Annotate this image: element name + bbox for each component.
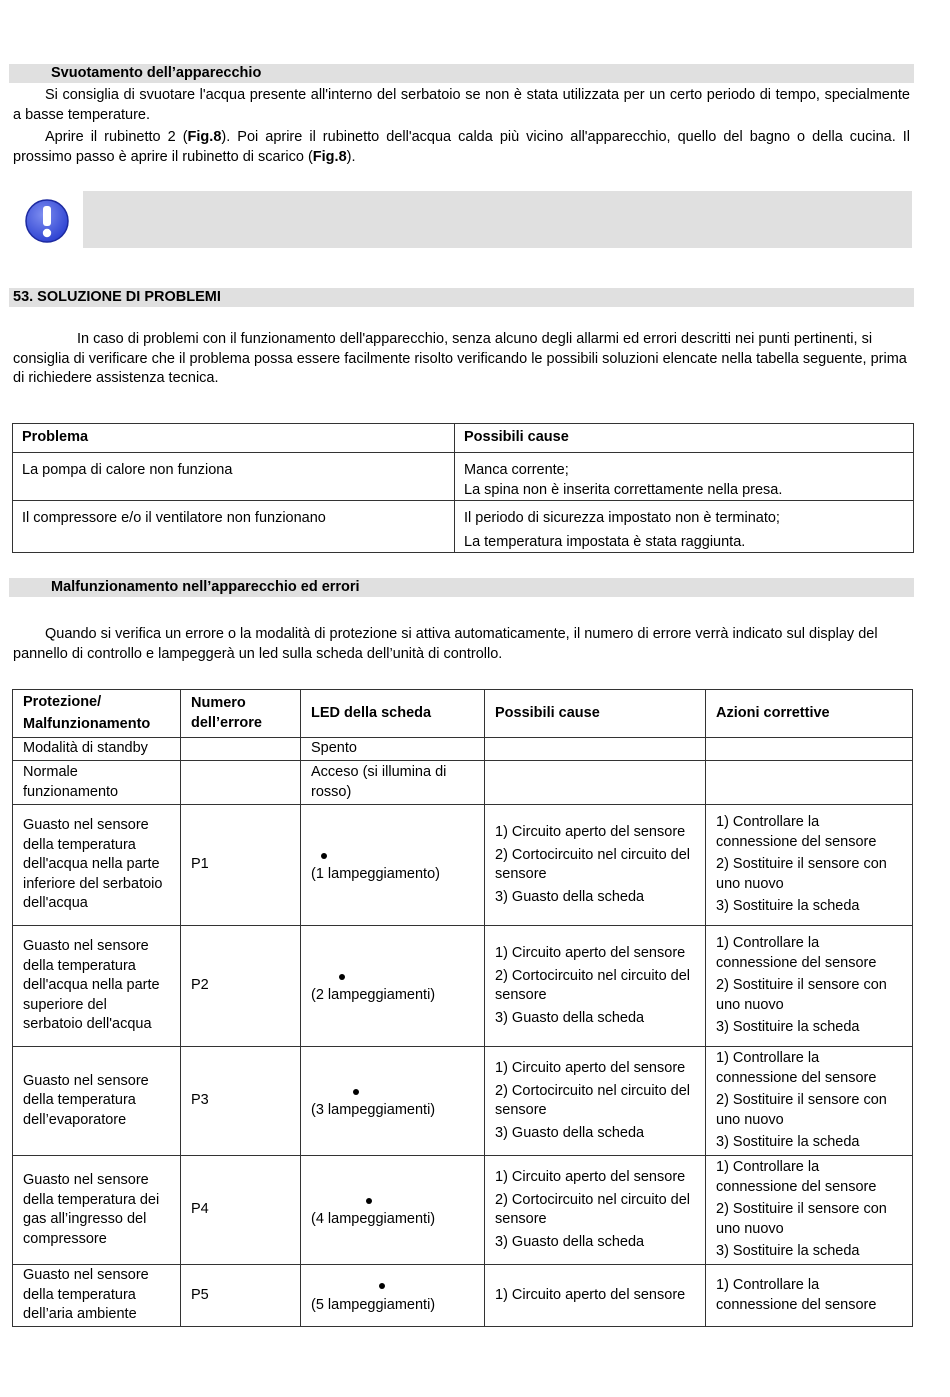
cause-item: 1) Circuito aperto del sensore <box>495 1169 686 1185</box>
fault-name-cell: Guasto nel sensore della temperatura dell’evaporatore <box>13 1047 181 1156</box>
cause-cell <box>485 738 706 761</box>
error-table <box>12 689 913 1327</box>
section-heading-drain: Svuotamento dell’apparecchio <box>9 64 914 83</box>
led-text: (3 lampeggiamenti) <box>311 1102 436 1118</box>
cause-cell <box>455 453 914 501</box>
led-indicator-dot <box>366 1198 372 1204</box>
cause-item: 2) Cortocircuito nel circuito del sensore <box>495 846 691 882</box>
troubleshoot-intro: In caso di problemi con il funzionamento dell'apparecchio, senza alcuno degli allarmi ed errori descritti nei punti pertinenti, si consiglia di verificare che il problema possa essere facilmente risolto verificando le possibili soluzioni elencate nella tabella seguente, prima di richiedere assistenza tecnica. <box>13 331 907 386</box>
cause-line: La temperatura impostata è stata raggiunta. <box>464 533 746 550</box>
table-row <box>13 805 913 926</box>
text-span: Aprire il rubinetto 2 ( <box>45 129 188 145</box>
column-header <box>13 690 181 738</box>
led-dot <box>311 1276 474 1296</box>
section-heading-troubleshoot: 53. SOLUZIONE DI PROBLEMI <box>9 288 914 307</box>
action-item: 1) Controllare la connessione del sensore <box>716 1277 877 1313</box>
column-header: Azioni correttive <box>706 690 913 738</box>
table-header-row <box>13 690 913 738</box>
led-cell <box>301 1047 485 1156</box>
table-row <box>13 738 913 761</box>
cause-item: 3) Guasto della scheda <box>495 1124 645 1141</box>
mode-cell: Normale funzionamento <box>13 761 181 805</box>
code-cell: P4 <box>181 1156 301 1265</box>
led-dot <box>311 846 474 866</box>
action-item: 3) Sostituire la scheda <box>716 1134 860 1151</box>
action-item: 1) Controllare la connessione del sensore <box>716 814 877 850</box>
action-cell <box>706 1156 913 1265</box>
table-row <box>13 1265 913 1327</box>
led-dot <box>311 967 474 987</box>
fault-name-cell: Guasto nel sensore della temperatura dell'acqua nella parte inferiore del serbatoio dell'acqua <box>13 805 181 926</box>
action-item: 1) Controllare la connessione del sensore <box>716 1159 877 1195</box>
led-indicator-dot <box>339 974 345 980</box>
column-header: Possibili cause <box>455 424 914 453</box>
code-cell: P1 <box>181 805 301 926</box>
led-cell <box>301 805 485 926</box>
action-item: 2) Sostituire il sensore con uno nuovo <box>716 1092 887 1128</box>
table-row <box>13 453 914 501</box>
action-cell <box>706 805 913 926</box>
action-cell <box>706 1265 913 1327</box>
cause-cell <box>485 1156 706 1265</box>
action-item: 2) Sostituire il sensore con uno nuovo <box>716 1201 887 1237</box>
cause-item: 2) Cortocircuito nel circuito del sensore <box>495 1082 691 1118</box>
action-cell <box>706 738 913 761</box>
column-header <box>181 690 301 738</box>
cause-item: 1) Circuito aperto del sensore <box>495 945 686 961</box>
code-cell: P3 <box>181 1047 301 1156</box>
column-header: Problema <box>13 424 455 453</box>
cause-cell <box>485 761 706 805</box>
troubleshoot-table <box>12 423 914 553</box>
text-span: ). <box>346 148 356 165</box>
led-text: (2 lampeggiamenti) <box>311 987 436 1003</box>
errors-intro: Quando si verifica un errore o la modalità di protezione si attiva automaticamente, il numero di errore verrà indicato sul display del pannello di controllo e lampeggerà un led sulla scheda dell’unità di controllo. <box>13 626 878 662</box>
action-item: 2) Sostituire il sensore con uno nuovo <box>716 977 887 1013</box>
cause-line: Il periodo di sicurezza impostato non è terminato; <box>464 510 780 526</box>
cause-item: 3) Guasto della scheda <box>495 1009 645 1026</box>
header-line: dell’errore <box>191 714 262 731</box>
problem-cell: Il compressore e/o il ventilatore non funzionano <box>13 501 455 553</box>
table-header-row <box>13 424 914 453</box>
cause-cell <box>485 1047 706 1156</box>
action-item: 1) Controllare la connessione del sensore <box>716 935 877 971</box>
fault-name-cell: Guasto nel sensore della temperatura dell’aria ambiente <box>13 1265 181 1327</box>
code-cell: P2 <box>181 926 301 1047</box>
cause-cell <box>485 805 706 926</box>
action-item: 2) Sostituire il sensore con uno nuovo <box>716 856 887 892</box>
cause-line: Manca corrente; <box>464 462 569 478</box>
cause-item: 3) Guasto della scheda <box>495 888 645 905</box>
led-cell <box>301 1265 485 1327</box>
table-row <box>13 501 914 553</box>
led-cell: Spento <box>301 738 485 761</box>
table-row <box>13 1047 913 1156</box>
header-line: Protezione/ <box>23 693 102 710</box>
led-dot <box>311 1082 474 1102</box>
cause-item: 2) Cortocircuito nel circuito del sensore <box>495 967 691 1003</box>
cause-cell <box>485 1265 706 1327</box>
cause-item: 2) Cortocircuito nel circuito del sensore <box>495 1191 691 1227</box>
action-item: 3) Sostituire la scheda <box>716 898 860 915</box>
table-row <box>13 1156 913 1265</box>
drain-paragraph-2 <box>13 128 910 167</box>
cause-line: La spina non è inserita correttamente nella presa. <box>464 481 783 498</box>
figure-ref: Fig.8 <box>187 129 222 145</box>
action-cell <box>706 926 913 1047</box>
notice-box <box>83 191 912 248</box>
action-item: 1) Controllare la connessione del sensore <box>716 1050 877 1086</box>
problem-cell: La pompa di calore non funziona <box>13 453 455 501</box>
cause-cell <box>455 501 914 553</box>
drain-paragraph-1: Si consiglia di svuotare l'acqua presente all'interno del serbatoio se non è stata utilizzata per un certo periodo di tempo, specialmente a basse temperature. <box>13 87 910 123</box>
header-line: Numero <box>191 695 246 711</box>
header-line: Malfunzionamento <box>23 716 151 732</box>
table-row <box>13 761 913 805</box>
mode-cell: Modalità di standby <box>13 738 181 761</box>
led-indicator-dot <box>321 853 327 859</box>
column-header: Possibili cause <box>485 690 706 738</box>
led-text: (4 lampeggiamenti) <box>311 1211 436 1227</box>
code-cell <box>181 761 301 805</box>
led-indicator-dot <box>379 1283 385 1289</box>
fault-name-cell: Guasto nel sensore della temperatura dei gas all’ingresso del compressore <box>13 1156 181 1265</box>
led-text: (5 lampeggiamenti) <box>311 1296 436 1313</box>
led-cell <box>301 1156 485 1265</box>
led-dot <box>311 1191 474 1211</box>
cause-cell <box>485 926 706 1047</box>
action-cell <box>706 1047 913 1156</box>
led-cell <box>301 926 485 1047</box>
section-heading-errors: Malfunzionamento nell’apparecchio ed errori <box>9 578 914 597</box>
code-cell: P5 <box>181 1265 301 1327</box>
action-item: 3) Sostituire la scheda <box>716 1243 860 1260</box>
cause-item: 1) Circuito aperto del sensore <box>495 824 686 840</box>
text-span: ). Poi aprire il rubinetto dell'acqua calda più vicino all'apparecchio, quello del bagno o della cucina. Il prossimo passo è aprire il rubinetto di scarico ( <box>13 129 911 165</box>
action-item: 3) Sostituire la scheda <box>716 1019 860 1036</box>
fault-name-cell: Guasto nel sensore della temperatura dell'acqua nella parte superiore del serbatoio dell'acqua <box>13 926 181 1047</box>
led-text: (1 lampeggiamento) <box>311 866 440 882</box>
action-cell <box>706 761 913 805</box>
cause-item: 1) Circuito aperto del sensore <box>495 1060 686 1076</box>
led-indicator-dot <box>353 1089 359 1095</box>
code-cell <box>181 738 301 761</box>
cause-item: 1) Circuito aperto del sensore <box>495 1286 686 1303</box>
figure-ref: Fig.8 <box>312 148 347 165</box>
cause-item: 3) Guasto della scheda <box>495 1233 645 1250</box>
exclamation-circle-icon <box>24 198 70 244</box>
table-row <box>13 926 913 1047</box>
column-header: LED della scheda <box>301 690 485 738</box>
led-cell: Acceso (si illumina di rosso) <box>301 761 485 805</box>
